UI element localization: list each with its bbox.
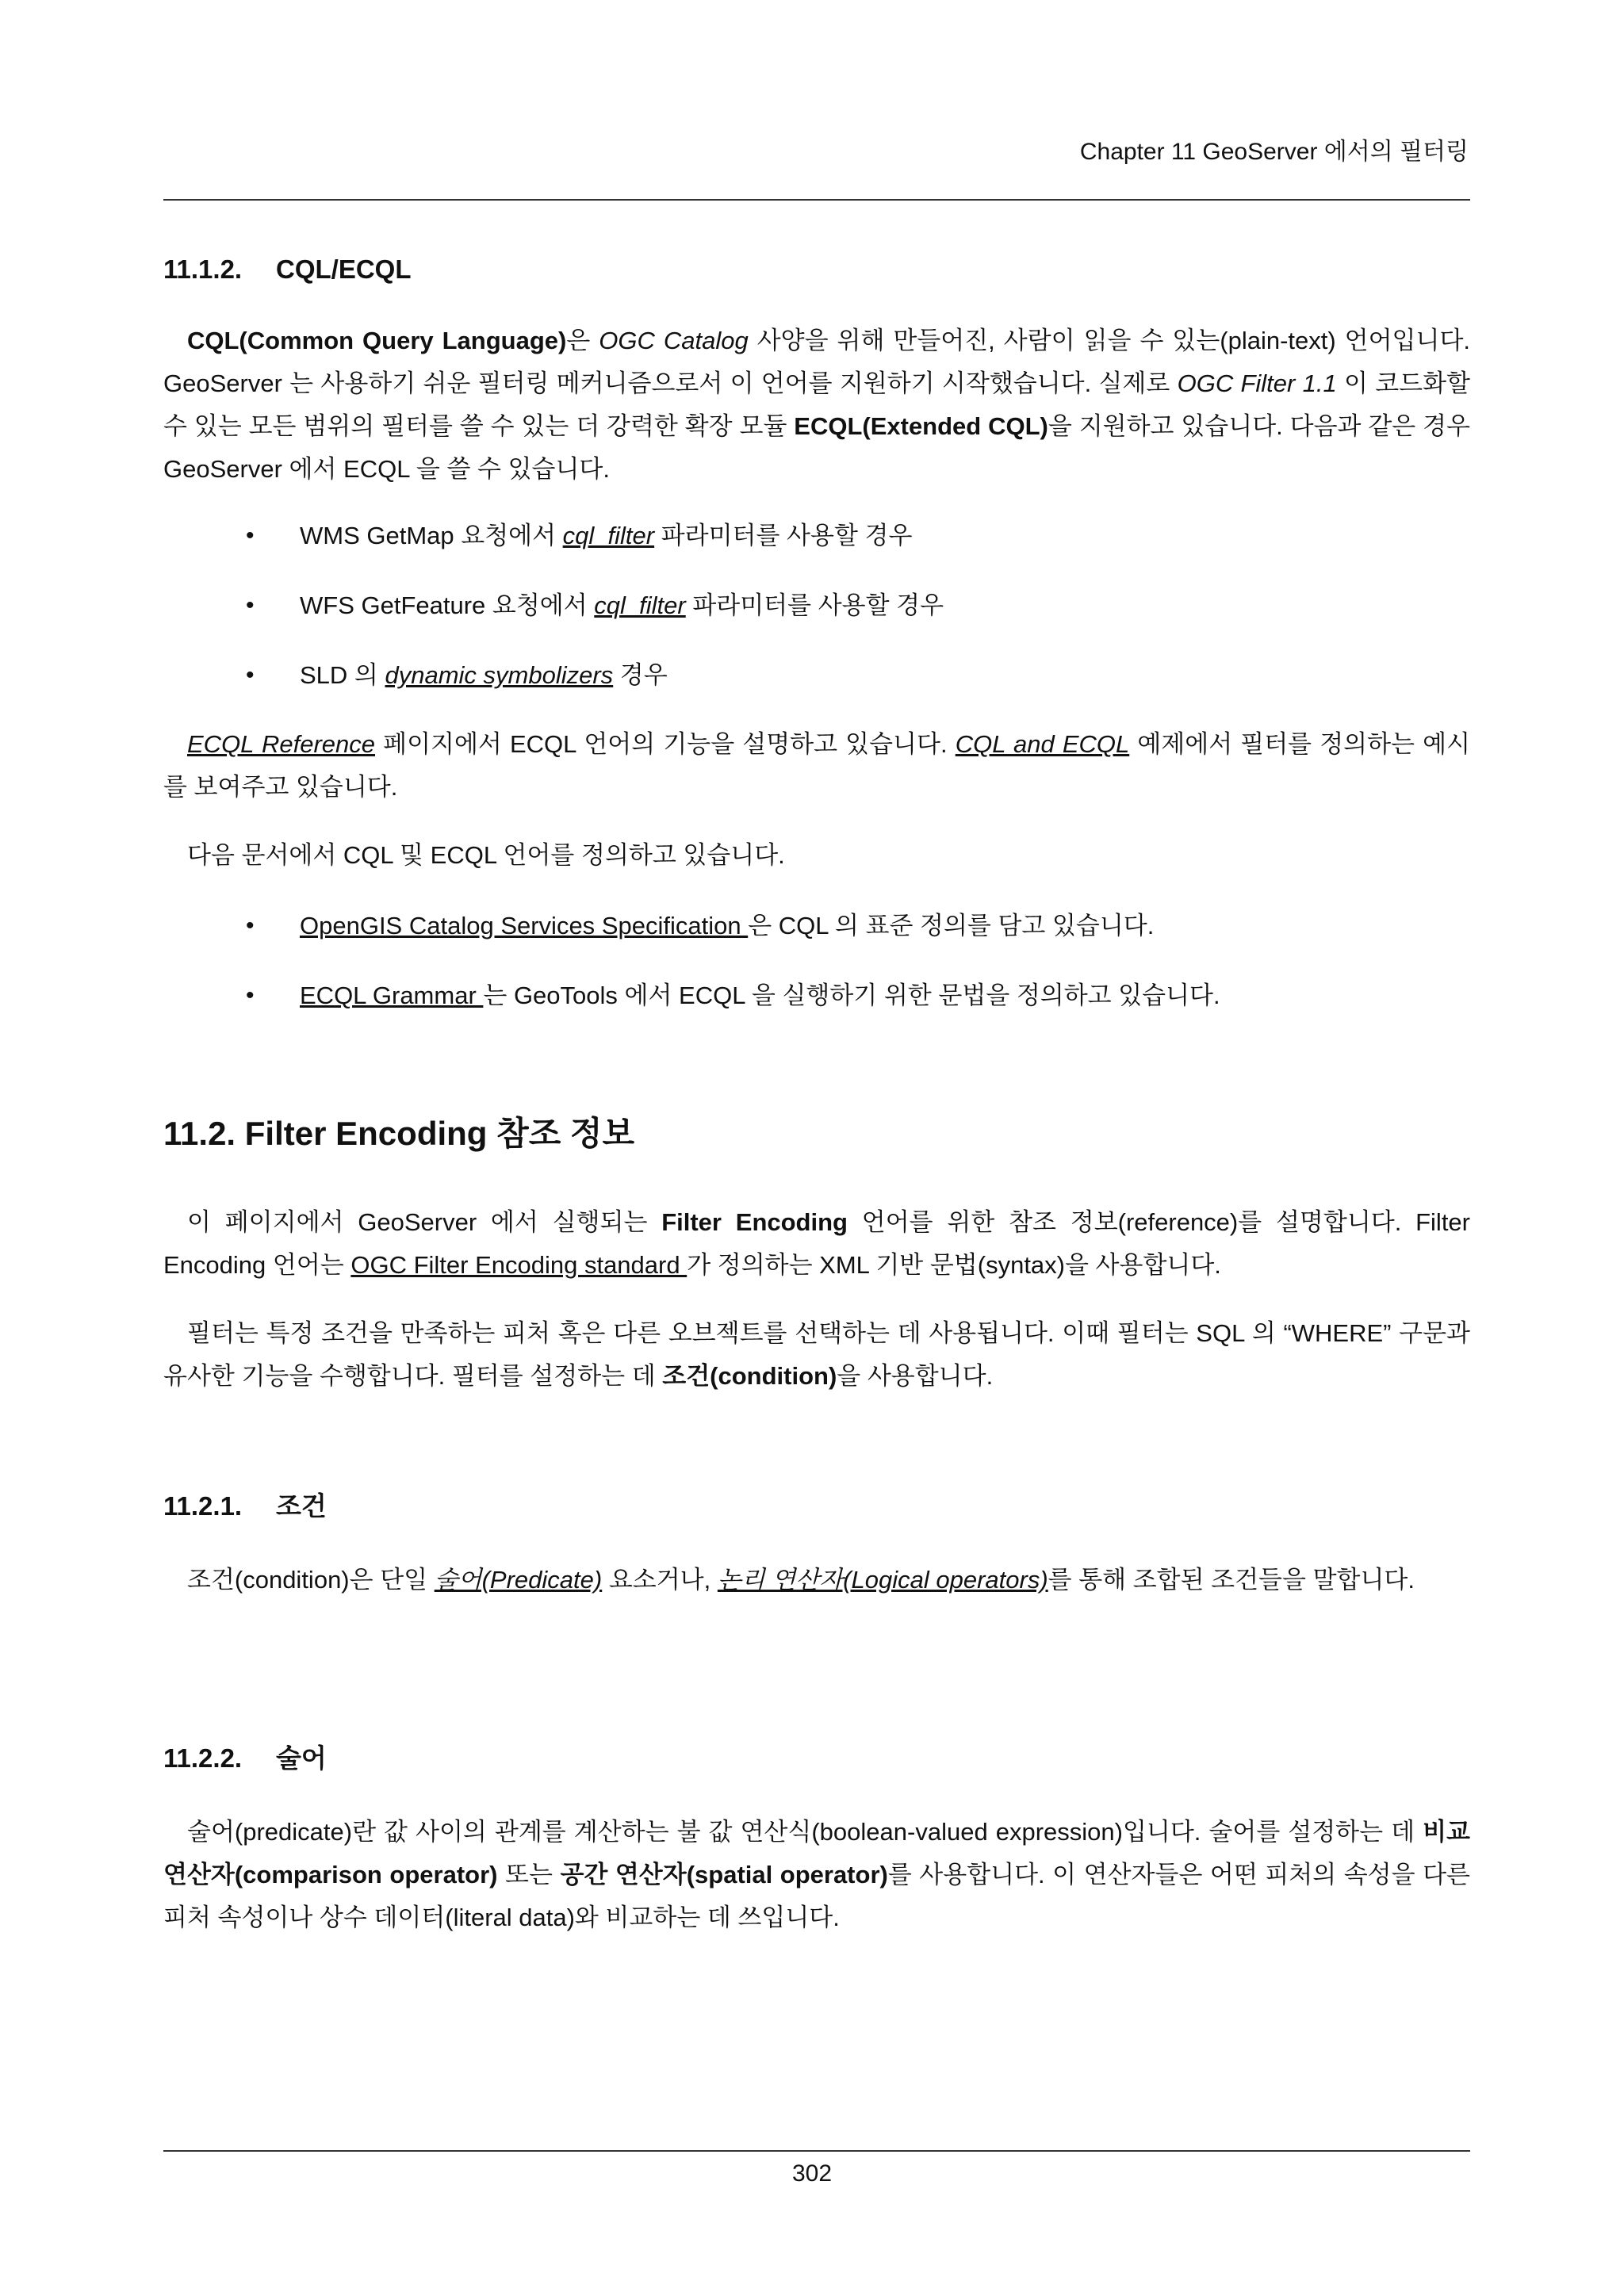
section-title: CQL/ECQL xyxy=(276,254,412,284)
condition-term: 조건(condition) xyxy=(662,1362,837,1390)
ecql-usage-list xyxy=(163,519,1470,728)
list-item: • ECQL Grammar 는 GeoTools 에서 ECQL 을 실행하기 위한 문법을 정의하고 있습니다. xyxy=(163,978,1470,1048)
list-item: • SLD 의 dynamic symbolizers 경우 xyxy=(163,658,1470,728)
section-number: 11.2.2. xyxy=(163,1743,243,1773)
bullet-icon: • xyxy=(246,662,255,688)
comparison-operator-term: 비교 연산자(comparison operator) xyxy=(163,1818,1470,1888)
page-number: 302 xyxy=(791,2160,833,2187)
bullet-icon: • xyxy=(246,522,255,549)
cql-filter-link[interactable]: cql_filter xyxy=(594,591,686,619)
section-11-2-1 xyxy=(163,1489,1470,1524)
spatial-operator-term: 공간 연산자(spatial operator) xyxy=(560,1861,888,1888)
section-number: 11.2.1. xyxy=(163,1491,243,1521)
logical-operators-link[interactable]: 논리 연산자(Logical operators) xyxy=(717,1566,1048,1594)
section-11-1-2 xyxy=(163,252,1470,287)
ogc-filter-encoding-standard-link[interactable]: OGC Filter Encoding standard xyxy=(350,1251,688,1279)
spec-docs-list xyxy=(163,909,1470,1048)
ecql-reference-paragraph: ECQL Reference 페이지에서 ECQL 언어의 기능을 설명하고 있습니다. CQL and ECQL 예제에서 필터를 정의하는 예시를 보여주고 있습니다. xyxy=(163,730,1471,801)
bullet-icon: • xyxy=(246,592,255,618)
bullet-icon: • xyxy=(246,982,255,1008)
footer-rule xyxy=(163,2150,1470,2152)
section-heading-11-2 xyxy=(163,1112,1470,1156)
ecql-grammar-link[interactable]: ECQL Grammar xyxy=(300,982,484,1009)
section-heading-11-1-2 xyxy=(163,252,1470,287)
ecql-term: ECQL(Extended CQL) xyxy=(794,412,1048,440)
running-header: Chapter 11 GeoServer 에서의 필터링 xyxy=(1079,139,1469,165)
bullet-icon: • xyxy=(246,913,255,939)
section-heading-11-2-2 xyxy=(163,1741,1470,1776)
section-title: 조건 xyxy=(276,1491,327,1521)
cql-and-ecql-link[interactable]: CQL and ECQL xyxy=(955,730,1130,758)
section-11-2-2 xyxy=(163,1741,1470,1776)
list-item: • WFS GetFeature 요청에서 cql_filter 파라미터를 사용할 경우 xyxy=(163,588,1470,658)
cql-term: CQL(Common Query Language) xyxy=(187,327,567,354)
section-title: 술어 xyxy=(276,1743,327,1773)
filter-description-paragraph: 필터는 특정 조건을 만족하는 피처 혹은 다른 오브젝트를 선택하는 데 사용됩니다. 이때 필터는 SQL 의 “WHERE” 구문과 유사한 기능을 수행합니다. 필터를 설정하는 데 조건(condition)을 사용합니다. xyxy=(163,1319,1470,1390)
dynamic-symbolizers-link[interactable]: dynamic symbolizers xyxy=(385,661,614,689)
predicate-paragraph: 술어(predicate)란 값 사이의 관계를 계산하는 불 값 연산식(boolean-valued expression)입니다. 술어를 설정하는 데 비교 연산자(comparison operator) 또는 공간 연산자(spatial operator)를 사용합니다. 이 연산자들은 어떤 피처의 속성을 다른 피처 속성이나 상수 데이터(literal data)와 비교하는 데 쓰입니다. xyxy=(163,1818,1470,1931)
filter-encoding-paragraph: 이 페이지에서 GeoServer 에서 실행되는 Filter Encoding 언어를 위한 참조 정보(reference)를 설명합니다. Filter Encoding 언어는 OGC Filter Encoding standard 가 정의하는 XML 기반 문법(syntax)을 사용합니다. xyxy=(163,1208,1470,1279)
ecql-reference-link[interactable]: ECQL Reference xyxy=(187,730,376,758)
section-heading-11-2-1 xyxy=(163,1489,1470,1524)
section-title: Filter Encoding 참조 정보 xyxy=(244,1115,635,1152)
condition-paragraph: 조건(condition)은 단일 술어(Predicate) 요소거나, 논리 연산자(Logical operators)를 통해 조합된 조건들을 말합니다. xyxy=(187,1566,1415,1594)
list-item: • WMS GetMap 요청에서 cql_filter 파라미터를 사용할 경우 xyxy=(163,519,1470,588)
list-item: • OpenGIS Catalog Services Specification 은 CQL 의 표준 정의를 담고 있습니다. xyxy=(163,909,1470,978)
opengis-spec-link[interactable]: OpenGIS Catalog Services Specification xyxy=(300,912,749,939)
filter-encoding-term: Filter Encoding xyxy=(661,1208,848,1236)
cql-intro-paragraph: CQL(Common Query Language)은 OGC Catalog 사양을 위해 만들어진, 사람이 읽을 수 있는(plain-text) 언어입니다. GeoServer 는 사용하기 쉬운 필터링 메커니즘으로서 이 언어를 지원하기 시작했습니다. 실제로 OGC Filter 1.1 이 코드화할 수 있는 모든 범위의 필터를 쓸 수 있는 더 강력한 확장 모듈 ECQL(Extended CQL)을 지원하고 있습니다. 다음과 같은 경우 GeoServer 에서 ECQL 을 쓸 수 있습니다. xyxy=(163,327,1471,483)
section-number: 11.1.2. xyxy=(163,254,243,284)
section-number: 11.2. xyxy=(163,1115,236,1152)
ogc-catalog-term: OGC Catalog xyxy=(599,327,749,354)
ogc-filter-term: OGC Filter 1.1 xyxy=(1177,369,1337,397)
docs-intro-paragraph: 다음 문서에서 CQL 및 ECQL 언어를 정의하고 있습니다. xyxy=(187,841,785,869)
header-rule xyxy=(163,199,1470,201)
predicate-link[interactable]: 술어(Predicate) xyxy=(434,1566,603,1594)
cql-filter-link[interactable]: cql_filter xyxy=(562,522,655,549)
section-11-2 xyxy=(163,1112,1470,1156)
